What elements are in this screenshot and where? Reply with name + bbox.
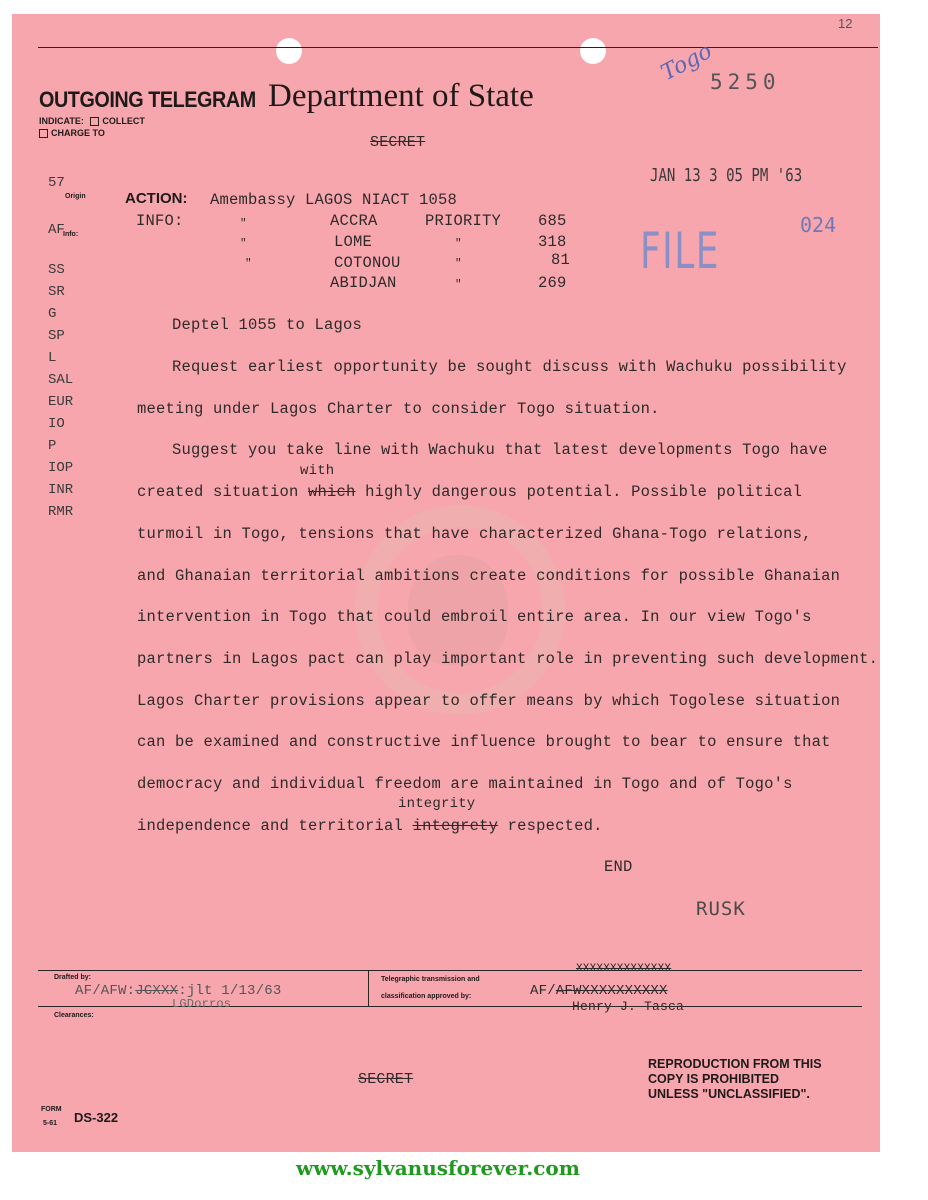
top-rule — [38, 47, 878, 48]
inserted-word-integrity: integrity — [398, 796, 476, 812]
body-text: created situation — [137, 483, 299, 501]
telegram-number: 5250 — [710, 70, 781, 94]
signature-rusk: RUSK — [696, 898, 746, 920]
addressee-precedence: " — [455, 238, 462, 250]
routing-code: IO — [48, 416, 65, 432]
drafted-by-initials: :jlt 1/13/63 — [178, 983, 282, 999]
approved-office: AF/ — [530, 983, 556, 999]
body-line-independence — [137, 817, 603, 835]
routing-code: G — [48, 306, 57, 322]
routing-code: SS — [48, 262, 65, 278]
collect-checkbox[interactable] — [90, 117, 99, 126]
addressee-number: 685 — [538, 212, 567, 230]
body-text: respected. — [507, 817, 603, 835]
charge-label: CHARGE TO — [51, 128, 105, 138]
footer-top-rule — [38, 970, 862, 971]
inserted-word-with: with — [300, 463, 335, 479]
routing-code: EUR — [48, 394, 74, 410]
corner-annotation: 12 — [838, 16, 853, 31]
info-label: Info: — [63, 231, 79, 238]
routing-code: P — [48, 438, 57, 454]
addressee-number: 318 — [538, 233, 567, 251]
indicate-row — [39, 116, 145, 126]
reproduction-notice — [648, 1057, 822, 1102]
body-line: and Ghanaian territorial ambitions create conditions for possible Ghanaian — [137, 567, 841, 585]
body-line: Lagos Charter provisions appear to offer means by which Togolese situation — [137, 692, 841, 710]
addressee-precedence: " — [455, 258, 462, 270]
addressee-post: COTONOU — [334, 254, 401, 272]
handwritten-togo: Togo — [657, 38, 717, 87]
department-title: Department of State — [268, 78, 534, 114]
drafted-by-label: Drafted by: — [54, 974, 91, 981]
form-label: FORM — [41, 1106, 62, 1113]
classification-top: SECRET — [370, 134, 426, 151]
body-text: highly dangerous potential. Possible political — [365, 483, 803, 501]
struck-word: which — [308, 483, 356, 501]
addressee-number: 269 — [538, 274, 567, 292]
punch-hole — [276, 38, 302, 64]
action-text: Amembassy LAGOS NIACT 1058 — [210, 191, 458, 209]
origin-number: 57 — [48, 175, 65, 191]
approval-label-1: Telegraphic transmission and — [381, 976, 480, 983]
file-stamp: FILE — [640, 222, 720, 280]
stamp-number-024: 024 — [800, 213, 837, 237]
addressee-precedence: PRIORITY — [425, 212, 502, 230]
routing-code: RMR — [48, 504, 74, 520]
addressee-post: ABIDJAN — [330, 274, 397, 292]
punch-hole — [580, 38, 606, 64]
routing-code: SP — [48, 328, 65, 344]
clearances-label: Clearances: — [54, 1012, 94, 1019]
reproduction-line: UNLESS "UNCLASSIFIED". — [648, 1087, 810, 1101]
addressee-precedence: " — [455, 279, 462, 291]
routing-code: IOP — [48, 460, 74, 476]
routing-code: SAL — [48, 372, 74, 388]
drafted-by-struck: JCXXX — [135, 983, 179, 999]
info-addressee-label: INFO: — [136, 212, 184, 230]
body-line: turmoil in Togo, tensions that have characterized Ghana-Togo relations, — [137, 525, 812, 543]
approved-struck-top: XXXXXXXXXXXXXX — [576, 963, 672, 975]
routing-code: SR — [48, 284, 65, 300]
ditto-mark: " — [240, 218, 247, 230]
collect-label: COLLECT — [102, 116, 145, 126]
reproduction-line: REPRODUCTION FROM THIS — [648, 1057, 822, 1071]
outgoing-telegram-title: OUTGOING TELEGRAM — [39, 87, 256, 112]
end-marker: END — [604, 858, 633, 876]
reproduction-line: COPY IS PROHIBITED — [648, 1072, 780, 1086]
approved-struck: AFWXXXXXXXXXX — [555, 983, 668, 999]
site-url-watermark: www.sylvanusforever.com — [296, 1156, 580, 1180]
indicate-label: INDICATE: — [39, 116, 84, 126]
body-text: independence and territorial — [137, 817, 404, 835]
struck-word: integrety — [412, 817, 499, 835]
body-line: intervention in Togo that could embroil entire area. In our view Togo's — [137, 608, 812, 626]
classification-bottom: SECRET — [358, 1071, 414, 1088]
ditto-mark: " — [240, 238, 247, 250]
info-code: AF — [48, 222, 65, 238]
body-line: meeting under Lagos Charter to consider Togo situation. — [137, 400, 660, 418]
charge-checkbox[interactable] — [39, 129, 48, 138]
body-line: Suggest you take line with Wachuku that latest developments Togo have — [172, 441, 828, 459]
body-line: democracy and individual freedom are maintained in Togo and of Togo's — [137, 775, 793, 793]
drafted-by-name: LGDorros — [172, 997, 232, 1011]
addressee-post: LOME — [334, 233, 373, 251]
charge-row — [39, 128, 105, 138]
body-line: Request earliest opportunity be sought discuss with Wachuku possibility — [172, 358, 847, 376]
addressee-post: ACCRA — [330, 212, 378, 230]
form-date: 5-61 — [43, 1120, 58, 1127]
action-label: ACTION: — [125, 190, 188, 207]
footer-bottom-rule — [38, 1006, 862, 1007]
body-line-created — [137, 483, 802, 501]
approved-name: Henry J. Tasca — [572, 999, 685, 1014]
origin-label: Origin — [65, 193, 86, 200]
date-time-stamp: JAN 13 3 05 PM '63 — [650, 165, 803, 186]
ditto-mark: " — [245, 258, 252, 270]
routing-code: INR — [48, 482, 74, 498]
footer-divider — [368, 970, 369, 1006]
form-number: DS-322 — [74, 1110, 119, 1125]
approved-by-value — [530, 983, 668, 999]
body-line: partners in Lagos pact can play important role in preventing such development. — [137, 650, 879, 668]
reference-line: Deptel 1055 to Lagos — [172, 316, 363, 334]
routing-code: L — [48, 350, 57, 366]
approval-label-2: classification approved by: — [381, 993, 472, 1000]
drafted-by-office: AF/AFW: — [75, 983, 136, 999]
body-line: can be examined and constructive influence brought to bear to ensure that — [137, 733, 831, 751]
addressee-number: 81 — [551, 251, 571, 269]
